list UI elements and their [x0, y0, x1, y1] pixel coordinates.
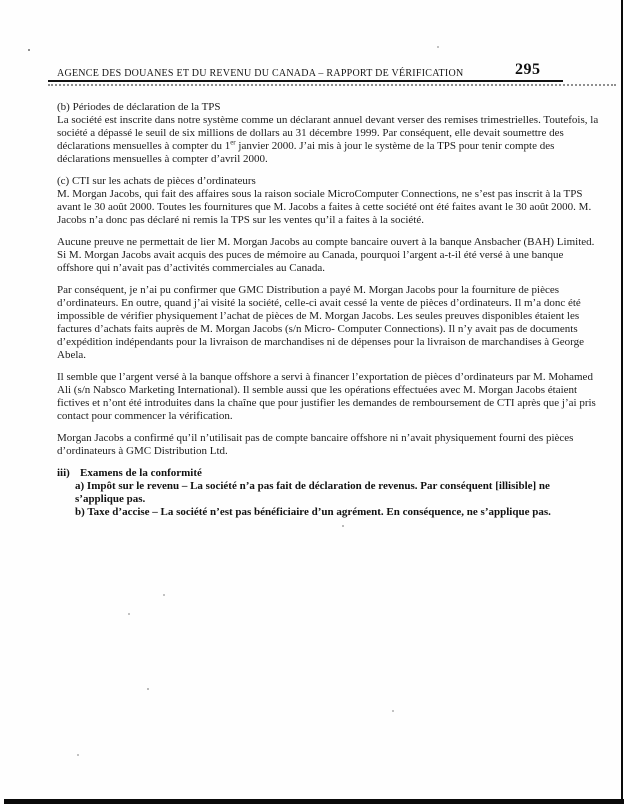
compliance-item-excise-tax: b) Taxe d’accise – La société n’est pas bénéficiaire d’un agrément. En conséquence, ne s’applique pas. — [75, 506, 551, 518]
scan-speck — [77, 754, 79, 756]
compliance-items — [75, 480, 599, 519]
scan-speck — [163, 594, 165, 596]
scan-speck — [28, 49, 30, 51]
compliance-heading: Examens de la conformité — [80, 467, 202, 479]
page-number: 295 — [515, 61, 541, 78]
scan-speck — [128, 613, 130, 615]
scan-speck — [147, 688, 149, 690]
compliance-heading-row — [57, 467, 602, 480]
scan-speck — [437, 46, 439, 48]
header-rule-solid — [48, 80, 563, 82]
section-b-body-text: janvier 2000. J’ai mis à jour le système de la TPS pour tenir compte des déclarations mensuelles à compter d’avril 2000. — [57, 140, 555, 165]
header-rule-dotted — [48, 84, 616, 86]
section-b-heading: (b) Périodes de déclaration de la TPS — [57, 101, 221, 113]
section-c-body: M. Morgan Jacobs, qui fait des affaires sous la raison sociale MicroComputer Connections, ne s’est pas inscrit à la TPS avant le 30 août 2000. Toutes les fournitures que M. Jacobs a faites à cette société ont été faites avant le 30 août 2000. M. Jacobs n’a donc pas déclaré ni remis la TPS sur les ventes qu’il a faites à la société. — [57, 188, 592, 226]
section-b-body-text: La société est inscrite dans notre système comme un déclarant annuel devant verser des remises trimestrielles. Toutefois, la société a dépassé le seuil de six millions de dollars au 31 décembre 1999. Par conséquent, elle devait soumettre des déclarations mensuelles à compter du 1 — [57, 114, 599, 152]
compliance-label: iii) — [57, 467, 70, 479]
paragraph-gmc-confirmation: Par conséquent, je n’ai pu confirmer que GMC Distribution a payé M. Morgan Jacobs pour la fourniture de pièces d’ordinateurs. En outre, quand j’ai visité la société, celle-ci avait cessé la vente de pièces d’ordinateurs. Il m’a donc été impossible de vérifier physiquement l’achat de pièces de M. Morgan Jacobs. Les seules preuves disponibles étaient les factures d’achats faits auprès de M. Morgan Jacobs (s/n Micro- Computer Connections). Il n’y avait pas de documents d’expédition indépendants pour la livraison de marchandises ni de dépenses pour la livraison de marchandises à George Abela. — [57, 284, 585, 361]
scan-speck — [392, 710, 394, 712]
scan-speck — [342, 525, 344, 527]
paragraph-jacobs-confirmed: Morgan Jacobs a confirmé qu’il n’utilisait pas de compte bancaire offshore ni n’avait physiquement fourni des pièces d’ordinateurs à GMC Distribution Ltd. — [57, 432, 574, 457]
section-c-heading: (c) CTI sur les achats de pièces d’ordinateurs — [57, 175, 256, 187]
section-c — [57, 175, 602, 227]
section-b — [57, 101, 602, 166]
scan-right-edge-line — [621, 0, 623, 804]
ordinal-superscript: er — [230, 138, 236, 147]
scan-bottom-edge-bar — [4, 799, 624, 804]
paragraph-ansbacher: Aucune preuve ne permettait de lier M. Morgan Jacobs au compte bancaire ouvert à la banque Ansbacher (BAH) Limited. Si M. Morgan Jacobs avait acquis des puces de mémoire au Canada, pourquoi l’argent a-t-il été versé à une banque offshore qui n’avait pas d’activités commerciales au Canada. — [57, 236, 595, 274]
compliance-item-income-tax: a) Impôt sur le revenu – La société n’a pas fait de déclaration de revenus. Par conséquent [illisible] ne s’applique pas. — [75, 480, 550, 505]
section-b-body — [57, 114, 602, 166]
compliance-section — [57, 467, 602, 519]
report-header-title: AGENCE DES DOUANES ET DU REVENU DU CANADA – RAPPORT DE VÉRIFICATION — [57, 68, 464, 79]
paragraph-offshore-export: Il semble que l’argent versé à la banque offshore a servi à financer l’exportation de pièces d’ordinateurs par M. Mohamed Ali (s/n Nabsco Marketing International). Il semble aussi que les opérations effectuées avec M. Morgan Jacobs étaient fictives et n’ont été introduites dans la chaîne que pour justifier les demandes de remboursement de CTI après que j’ai pris contact pour commencer la vérification. — [57, 371, 596, 422]
report-body — [57, 101, 602, 519]
